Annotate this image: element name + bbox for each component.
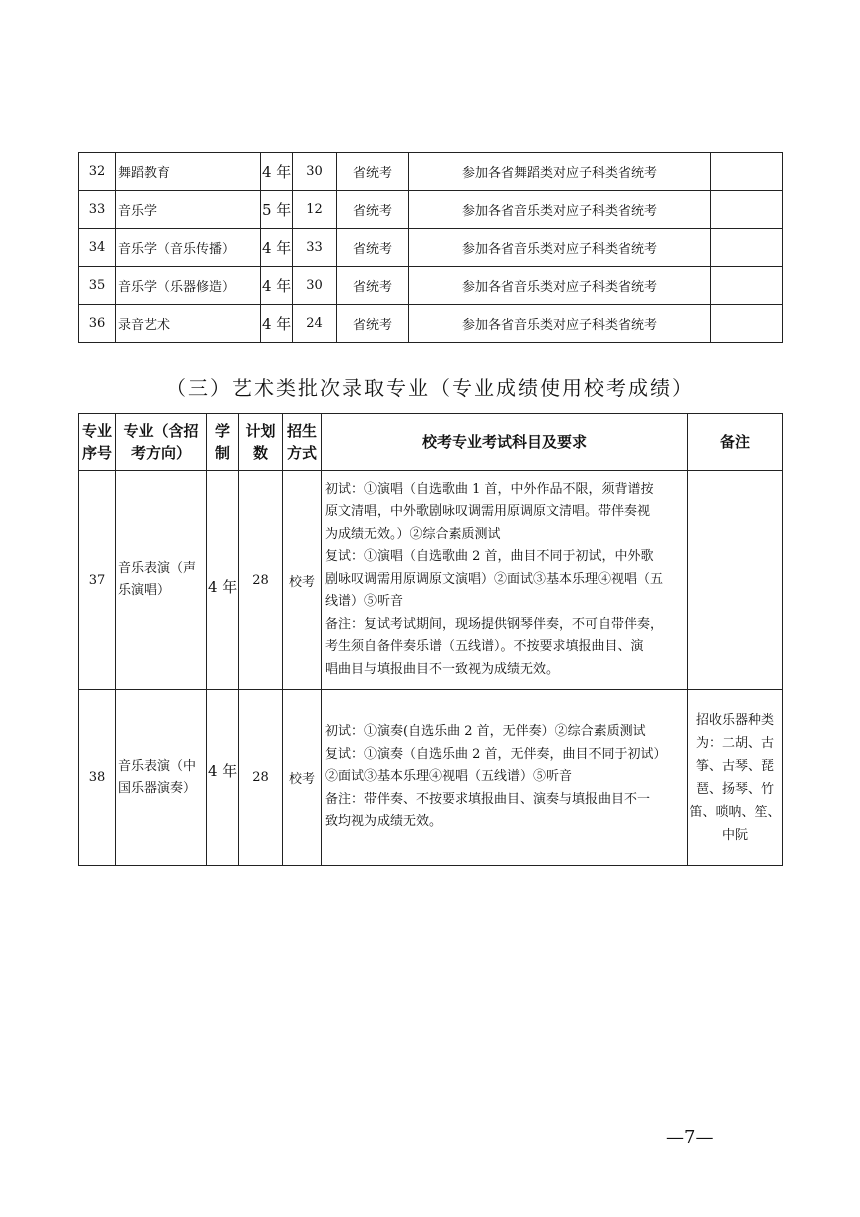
plan-count: 33 xyxy=(293,229,337,267)
study-years: 4 年 xyxy=(261,153,293,191)
study-years: 4 年 xyxy=(261,305,293,343)
note-cell xyxy=(711,229,783,267)
major-name: 音乐表演（声 乐演唱） xyxy=(116,471,207,690)
study-years: 5 年 xyxy=(261,191,293,229)
header-plan-count: 计划 数 xyxy=(239,414,283,471)
plan-count: 28 xyxy=(239,471,283,690)
requirement-line: 备注：复试考试期间，现场提供钢琴伴奏，不可自带伴奏， xyxy=(325,616,664,632)
requirement-line: 原文清唱，中外歌剧咏叹调需用原调原文清唱。带伴奏视 xyxy=(325,504,651,520)
exam-requirement xyxy=(322,471,688,690)
requirement-line: 唱曲目与填报曲目不一致视为成绩无效。 xyxy=(325,661,560,677)
plan-count: 30 xyxy=(293,267,337,305)
major-name: 舞蹈教育 xyxy=(116,153,261,191)
note-line: 中阮 xyxy=(721,827,748,843)
requirement-line: 剧咏叹调需用原调原文演唱）②面试③基本乐理④视唱（五 xyxy=(325,571,664,587)
exam-requirement: 参加各省音乐类对应子科类省统考 xyxy=(409,305,711,343)
requirement-line: 致均视为成绩无效。 xyxy=(325,814,443,830)
study-years: 4 年 xyxy=(261,267,293,305)
study-years: 4 年 xyxy=(261,229,293,267)
plan-count: 28 xyxy=(239,690,283,866)
plan-count: 24 xyxy=(293,305,337,343)
page-number: —7— xyxy=(666,1127,714,1148)
requirement-line: 为成绩无效。）②综合素质测试 xyxy=(325,526,501,542)
study-years: 4 年 xyxy=(207,471,239,690)
requirement-line: 复试：①演奏（自选乐曲 2 首，无伴奏，曲目不同于初试） xyxy=(325,746,667,762)
exam-requirement: 参加各省音乐类对应子科类省统考 xyxy=(409,267,711,305)
admission-mode: 校考 xyxy=(283,471,322,690)
requirement-line: ②面试③基本乐理④视唱（五线谱）⑤听音 xyxy=(325,769,573,785)
plan-count: 30 xyxy=(293,153,337,191)
table-row xyxy=(79,471,783,690)
requirement-line: 初试：①演唱（自选歌曲 1 首，中外作品不限，须背谱按 xyxy=(325,481,654,497)
header-study-years: 学 制 xyxy=(207,414,239,471)
requirement-line: 考生须自备伴奏乐谱（五线谱）。不按要求填报曲目、演 xyxy=(325,639,644,655)
exam-requirement: 参加各省音乐类对应子科类省统考 xyxy=(409,229,711,267)
major-number: 37 xyxy=(79,471,116,690)
admission-mode: 省统考 xyxy=(337,191,409,229)
requirement-line: 备注：带伴奏、不按要求填报曲目、演奏与填报曲目不一 xyxy=(325,791,651,807)
note-cell xyxy=(711,153,783,191)
major-number: 32 xyxy=(79,153,116,191)
section-title: （三）艺术类批次录取专业（专业成绩使用校考成绩） xyxy=(166,376,694,400)
note-cell xyxy=(688,690,783,866)
exam-requirement: 参加各省音乐类对应子科类省统考 xyxy=(409,191,711,229)
header-exam-requirement: 校考专业考试科目及要求 xyxy=(322,414,688,471)
table-row xyxy=(79,153,783,191)
admission-mode: 省统考 xyxy=(337,229,409,267)
plan-count: 12 xyxy=(293,191,337,229)
major-name: 录音艺术 xyxy=(116,305,261,343)
requirement-line: 初试：①演奏(自选乐曲 2 首，无伴奏）②综合素质测试 xyxy=(325,724,646,740)
note-cell xyxy=(711,267,783,305)
major-number: 33 xyxy=(79,191,116,229)
header-major-name: 专业（含招 考方向） xyxy=(116,414,207,471)
header-admission-mode: 招生 方式 xyxy=(283,414,322,471)
note-cell xyxy=(711,191,783,229)
table-header-row xyxy=(79,414,783,471)
table-row xyxy=(79,229,783,267)
major-number: 36 xyxy=(79,305,116,343)
note-line: 为：二胡、古 xyxy=(695,735,774,751)
admission-table-1 xyxy=(78,152,783,343)
note-line: 招收乐器种类 xyxy=(695,712,774,728)
major-number: 35 xyxy=(79,267,116,305)
requirement-line: 复试：①演唱（自选歌曲 2 首，曲目不同于初试，中外歌 xyxy=(325,549,654,565)
admission-mode: 省统考 xyxy=(337,305,409,343)
header-note: 备注 xyxy=(688,414,783,471)
admission-mode: 省统考 xyxy=(337,153,409,191)
admission-table-2 xyxy=(78,413,783,866)
study-years: 4 年 xyxy=(207,690,239,866)
major-name: 音乐学（乐器修造） xyxy=(116,267,261,305)
major-number: 38 xyxy=(79,690,116,866)
table-row xyxy=(79,305,783,343)
table-row xyxy=(79,191,783,229)
table-row xyxy=(79,267,783,305)
table-row xyxy=(79,690,783,866)
major-name: 音乐表演（中 国乐器演奏） xyxy=(116,690,207,866)
exam-requirement: 参加各省舞蹈类对应子科类省统考 xyxy=(409,153,711,191)
major-name: 音乐学（音乐传播） xyxy=(116,229,261,267)
header-major-number: 专业 序号 xyxy=(79,414,116,471)
note-line: 筝、古琴、琵 xyxy=(695,758,774,774)
major-number: 34 xyxy=(79,229,116,267)
note-cell xyxy=(688,471,783,690)
major-name: 音乐学 xyxy=(116,191,261,229)
admission-mode: 校考 xyxy=(283,690,322,866)
exam-requirement xyxy=(322,690,688,866)
requirement-line: 线谱）⑤听音 xyxy=(325,594,404,610)
note-cell xyxy=(711,305,783,343)
admission-mode: 省统考 xyxy=(337,267,409,305)
note-line: 琶、扬琴、竹 xyxy=(695,781,774,797)
note-line: 笛、唢呐、笙、 xyxy=(689,804,781,820)
